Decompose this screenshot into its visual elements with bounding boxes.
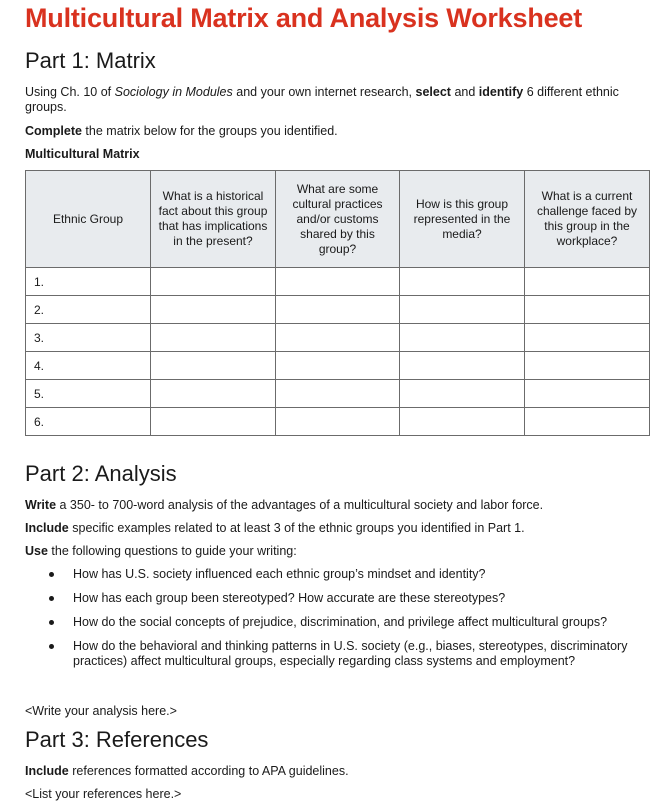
bullet-icon: [49, 644, 54, 649]
table-cell[interactable]: [151, 324, 276, 352]
table-row: [26, 268, 650, 296]
part1-complete-instruction: Complete the matrix below for the groups you identified.: [25, 124, 338, 138]
table-cell[interactable]: [151, 296, 276, 324]
table-cell[interactable]: [400, 408, 525, 436]
table-cell[interactable]: [400, 296, 525, 324]
part2-use-instruction: Use the following questions to guide your writing:: [25, 544, 297, 558]
part3-include-instruction: Include references formatted according to APA guidelines.: [25, 764, 349, 778]
table-row: [26, 380, 650, 408]
table-cell[interactable]: [400, 324, 525, 352]
row-number[interactable]: 4.: [26, 352, 151, 380]
col-header-cultural-practices: What are some cultural practices and/or customs shared by this group?: [276, 171, 400, 268]
row-number[interactable]: 1.: [26, 268, 151, 296]
book-title: Sociology in Modules: [114, 85, 233, 99]
row-number[interactable]: 6.: [26, 408, 151, 436]
part3-heading: Part 3: References: [25, 727, 209, 752]
col-header-historical-fact: What is a historical fact about this group that has implications in the present?: [151, 171, 276, 268]
matrix-header-row: [26, 171, 650, 268]
list-item: How do the behavioral and thinking patterns in U.S. society (e.g., biases, stereotypes, discriminatory practices) affect multicultural groups, especially regarding class systems and employment?: [25, 639, 655, 669]
table-row: [26, 408, 650, 436]
part1-heading: Part 1: Matrix: [25, 48, 156, 73]
bullet-icon: [49, 572, 54, 577]
table-cell[interactable]: [400, 268, 525, 296]
table-cell[interactable]: [525, 380, 650, 408]
col-header-workplace-challenge: What is a current challenge faced by this group in the workplace?: [525, 171, 650, 268]
row-number[interactable]: 5.: [26, 380, 151, 408]
references-placeholder[interactable]: <List your references here.>: [25, 787, 182, 801]
table-cell[interactable]: [151, 380, 276, 408]
table-row: [26, 352, 650, 380]
bullet-icon: [49, 620, 54, 625]
table-cell[interactable]: [151, 352, 276, 380]
row-number[interactable]: 3.: [26, 324, 151, 352]
col-header-ethnic-group: Ethnic Group: [26, 171, 151, 268]
worksheet-title: Multicultural Matrix and Analysis Worksheet: [25, 3, 583, 33]
part1-intro: Using Ch. 10 of Sociology in Modules and your own internet research, select and identify 6 different ethnic groups.: [25, 85, 619, 114]
list-item: How has U.S. society influenced each ethnic group’s mindset and identity?: [25, 567, 655, 582]
table-cell[interactable]: [276, 380, 400, 408]
table-cell[interactable]: [276, 408, 400, 436]
table-cell[interactable]: [525, 268, 650, 296]
table-cell[interactable]: [276, 296, 400, 324]
matrix-label: Multicultural Matrix: [25, 147, 140, 161]
part2-write-instruction: Write a 350- to 700-word analysis of the advantages of a multicultural society and labor force.: [25, 498, 544, 512]
table-cell[interactable]: [525, 352, 650, 380]
multicultural-matrix-table: [25, 170, 650, 436]
table-cell[interactable]: [525, 296, 650, 324]
guiding-questions-list: [25, 567, 655, 678]
analysis-placeholder[interactable]: <Write your analysis here.>: [25, 704, 177, 718]
table-cell[interactable]: [276, 324, 400, 352]
part2-include-instruction: Include specific examples related to at least 3 of the ethnic groups you identified in Part 1.: [25, 521, 525, 535]
table-row: [26, 324, 650, 352]
table-cell[interactable]: [276, 352, 400, 380]
table-cell[interactable]: [276, 268, 400, 296]
table-cell[interactable]: [525, 324, 650, 352]
part2-heading: Part 2: Analysis: [25, 461, 177, 486]
table-cell[interactable]: [151, 268, 276, 296]
list-item: How has each group been stereotyped? How accurate are these stereotypes?: [25, 591, 655, 606]
table-cell[interactable]: [400, 380, 525, 408]
bullet-icon: [49, 596, 54, 601]
row-number[interactable]: 2.: [26, 296, 151, 324]
table-cell[interactable]: [525, 408, 650, 436]
table-cell[interactable]: [151, 408, 276, 436]
table-row: [26, 296, 650, 324]
col-header-media-representation: How is this group represented in the media?: [400, 171, 525, 268]
table-cell[interactable]: [400, 352, 525, 380]
list-item: How do the social concepts of prejudice, discrimination, and privilege affect multicultural groups?: [25, 615, 655, 630]
